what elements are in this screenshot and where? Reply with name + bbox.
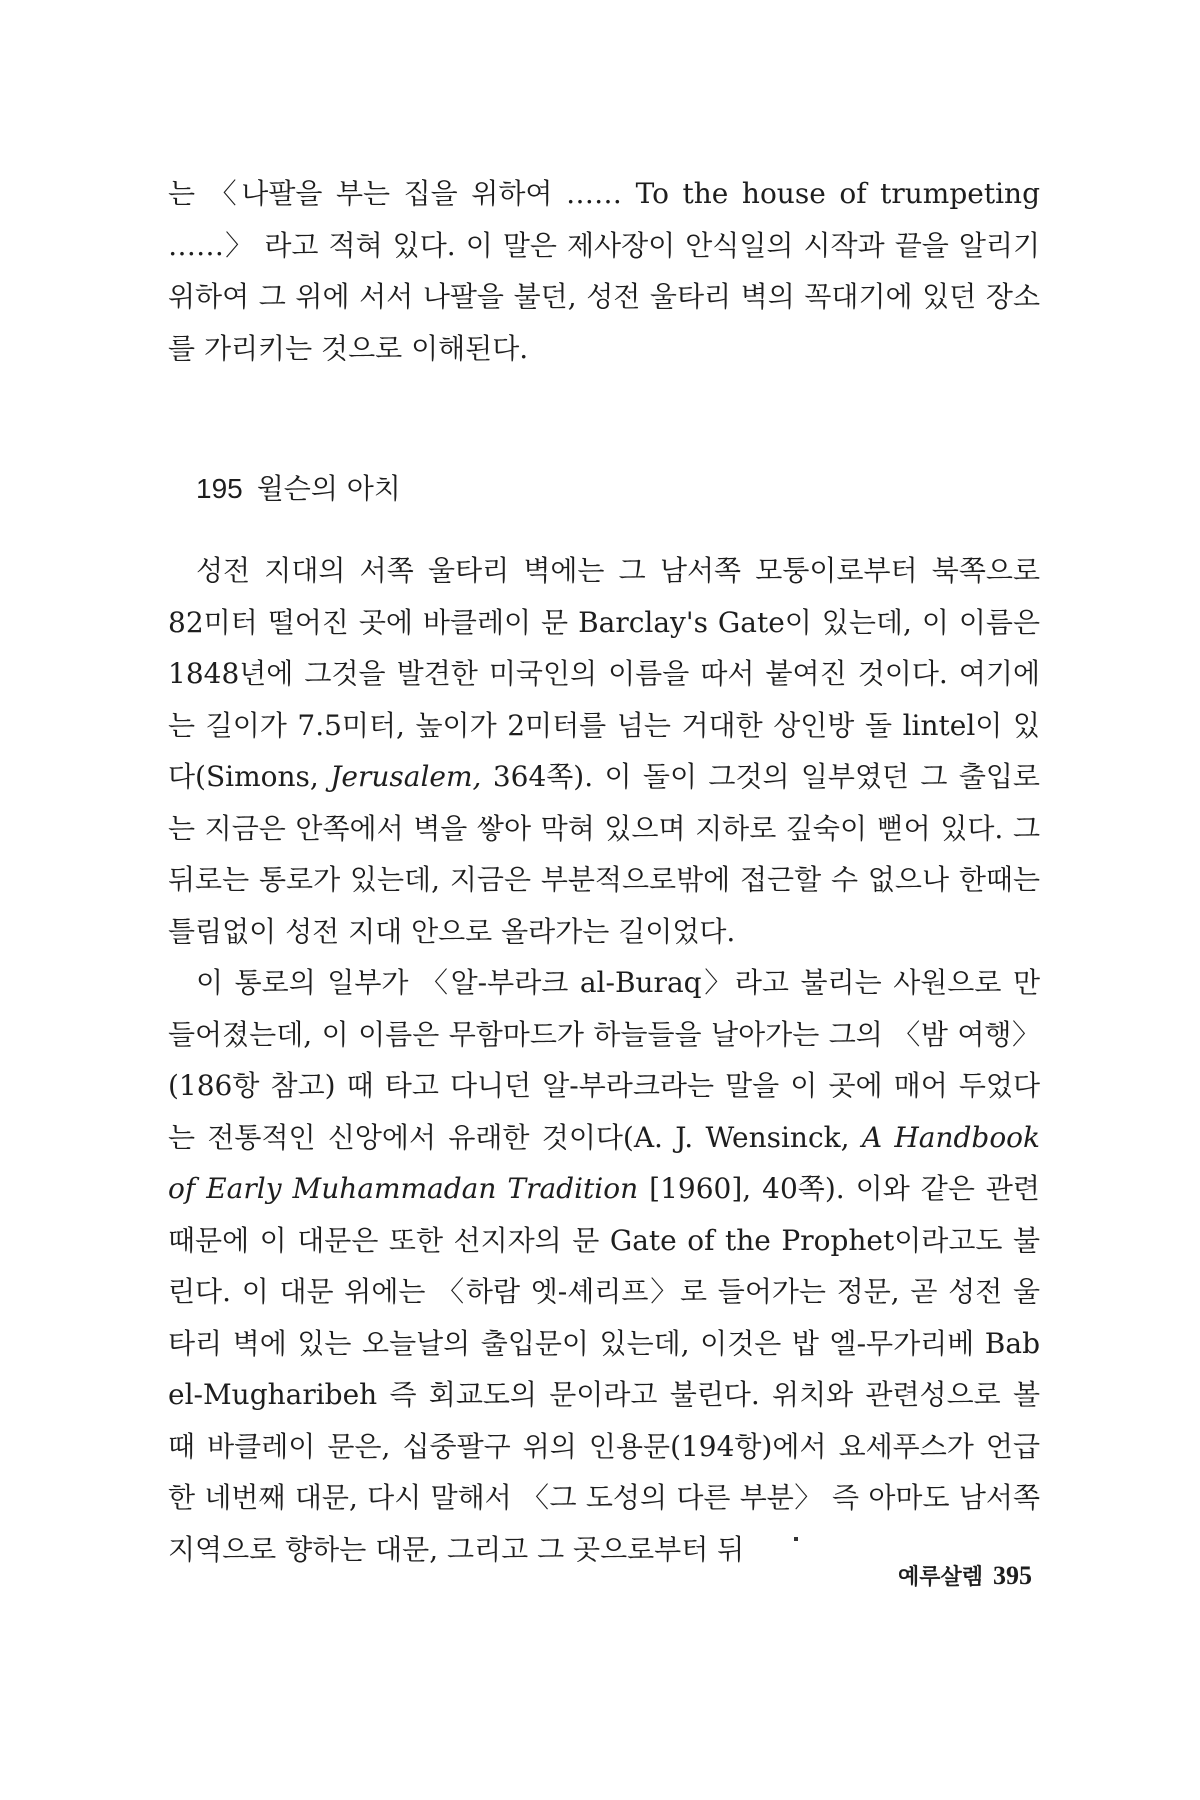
continued-paragraph: 는 〈나팔을 부는 집을 위하여 …… To the house of trumpeting ……〉 라고 적혀 있다. 이 말은 제사장이 안식일의 시작과 끝을 알리기 위하여 그 위에 서서 나팔을 불던, 성전 울타리 벽의 꼭대기에 있던 장소를 가리키는 것으로 이해된다. <box>168 177 1040 365</box>
running-title: 예루살렘 <box>897 1565 983 1590</box>
section-number: 195 <box>196 473 243 504</box>
stray-mark <box>794 1537 798 1541</box>
section-title: 윌슨의 아치 <box>256 472 401 505</box>
body-paragraph-1 <box>168 545 1040 957</box>
p2-text-a: 이 통로의 일부가 〈알-부라크 al-Buraq〉라고 불리는 사원으로 만들어졌는데, 이 이름은 무함마드가 하늘들을 날아가는 그의 〈밤 여행〉(186항 참고) 때 타고 다니던 알-부라크라는 말을 이 곳에 매어 두었다는 전통적인 신앙에서 유래한 것이다(A. J. Wensinck, <box>168 966 1040 1154</box>
page-footer <box>898 1560 1032 1591</box>
p2-italic-title: A Handbook of Early Muhammadan Tradition <box>168 1120 1041 1205</box>
section-body <box>168 545 1040 1575</box>
body-paragraph-2 <box>168 957 1040 1575</box>
p2-text-b: [1960], 40쪽). 이와 같은 관련 때문에 이 대문은 또한 선지자의 문 Gate of the Prophet이라고도 불린다. 이 대문 위에는 〈하람 엣-셰리프〉로 들어가는 정문, 곧 성전 울타리 벽에 있는 오늘날의 출입문이 있는데, 이것은 밥 엘-무가리베 Bab el-Mugharibeh 즉 회교도의 문이라고 불린다. 위치와 관련성으로 볼 때 바클레이 문은, 십중팔구 위의 인용문(194항)에서 요세푸스가 언급한 네번째 대문, 다시 말해서 〈그 도성의 다른 부분〉 즉 아마도 남서쪽 지역으로 향하는 대문, 그리고 그 곳으로부터 뒤 <box>168 1172 1040 1566</box>
p1-text-b: 364쪽). 이 돌이 그것의 일부였던 그 출입로는 지금은 안쪽에서 벽을 쌓아 막혀 있으며 지하로 깊숙이 뻗어 있다. 그 뒤로는 통로가 있는데, 지금은 부분적으로밖에 접근할 수 없으나 한때는 틀림없이 성전 지대 안으로 올라가는 길이었다. <box>168 760 1040 948</box>
section-heading <box>196 469 1040 509</box>
p1-italic-title: Jerusalem, <box>330 760 482 793</box>
page-content <box>168 168 1040 1575</box>
p1-text-a: 성전 지대의 서쪽 울타리 벽에는 그 남서쪽 모퉁이로부터 북쪽으로 82미터 떨어진 곳에 바클레이 문 Barclay's Gate이 있는데, 이 이름은 1848년에 그것을 발견한 미국인의 이름을 따서 붙여진 것이다. 여기에는 길이가 7.5미터, 높이가 2미터를 넘는 거대한 상인방 돌 lintel이 있다(Simons, <box>168 554 1040 793</box>
page-number: 395 <box>993 1561 1032 1590</box>
